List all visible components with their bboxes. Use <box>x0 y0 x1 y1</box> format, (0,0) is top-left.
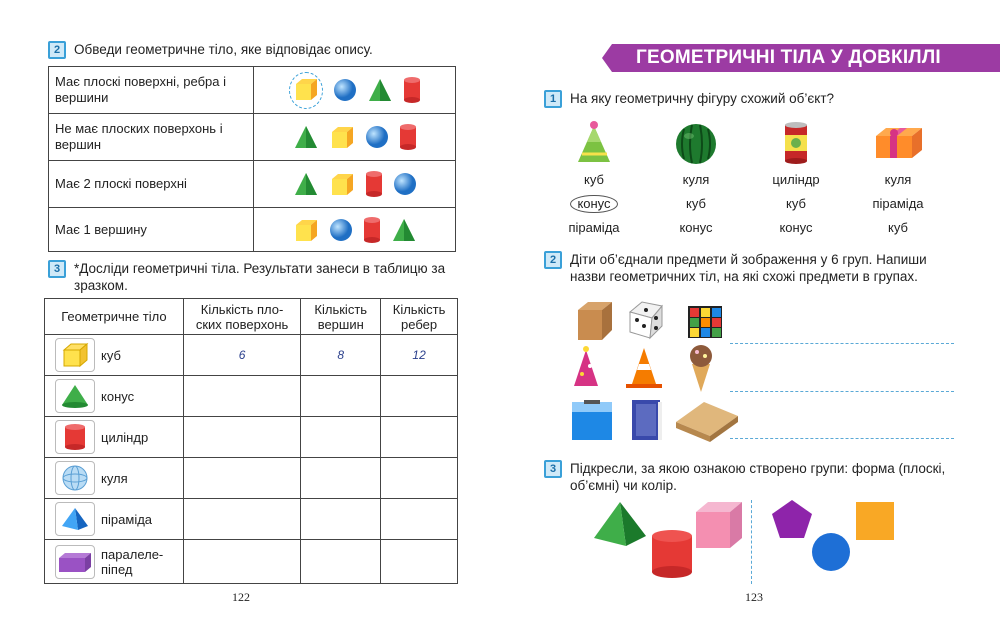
vertices-cell[interactable] <box>301 417 381 458</box>
shapes-description-table <box>48 66 456 252</box>
shape-name: куля <box>101 470 128 486</box>
cylinder-icon[interactable] <box>403 76 421 104</box>
faces-cell[interactable] <box>183 417 301 458</box>
task-text: На яку геометричну фігуру схожий об’єкт? <box>570 91 835 106</box>
vertices-cell[interactable] <box>301 376 381 417</box>
red-cylinder-icon <box>652 530 692 578</box>
edges-cell[interactable] <box>381 376 458 417</box>
task-text: Підкресли, за якою ознакою створено групи: форма (плоскі, об’ємні) чи колір. <box>570 461 946 493</box>
traffic-cone-icon <box>626 348 662 388</box>
table-row <box>45 335 458 376</box>
object-column-party-hat <box>544 118 644 240</box>
sphere-icon[interactable] <box>333 78 357 102</box>
table-row <box>49 114 456 161</box>
edges-cell[interactable] <box>381 417 458 458</box>
board-icon <box>676 402 738 442</box>
cube-icon <box>55 338 95 372</box>
header-edges: Кількість ребер <box>381 299 458 335</box>
blue-circle-icon <box>812 533 850 571</box>
cube-icon[interactable] <box>329 124 355 150</box>
page-number: 123 <box>745 590 763 604</box>
party-cone-icon <box>574 346 598 386</box>
shape-name: піраміда <box>101 511 153 527</box>
dice-icon <box>630 302 662 338</box>
row-description: Не має плоских поверхонь і вершин <box>49 114 254 161</box>
word-option[interactable]: куб <box>888 220 908 235</box>
vertices-cell[interactable]: 8 <box>301 335 381 376</box>
table-row <box>45 499 458 540</box>
cardboard-box-icon <box>578 302 612 340</box>
table-row <box>49 208 456 252</box>
can-icon <box>782 121 810 165</box>
word-option[interactable]: куб <box>686 196 706 211</box>
table-row <box>45 458 458 499</box>
shapes-groups-image <box>590 496 930 586</box>
task-number: 2 <box>48 41 66 59</box>
task-text: Діти об’єднали предмети й зображення у 6 груп. Напиши назви геометричних тіл, на які схожі предмети в групах. <box>570 252 927 284</box>
sphere-icon[interactable] <box>365 125 389 149</box>
page-title: ГЕОМЕТРИЧНІ ТІЛА У ДОВКІЛЛІ <box>612 44 1000 72</box>
task-2-right <box>544 251 956 285</box>
row-description: Має плоскі поверхні, ребра і вершини <box>49 67 254 114</box>
vertices-cell[interactable] <box>301 540 381 584</box>
header-vertices: Кількість вершин <box>301 299 381 335</box>
table-row <box>45 540 458 584</box>
ice-cream-icon <box>690 345 712 392</box>
table-row <box>49 67 456 114</box>
task-number: 3 <box>48 260 66 278</box>
shapes-research-table <box>44 298 458 584</box>
vertices-cell[interactable] <box>301 499 381 540</box>
word-option[interactable]: куля <box>884 172 912 187</box>
word-option-circled[interactable]: конус <box>570 195 617 213</box>
cylinder-icon <box>55 420 95 454</box>
pink-cube-icon <box>696 502 742 548</box>
answer-line[interactable] <box>730 343 954 344</box>
cube-icon[interactable] <box>289 72 323 109</box>
cone-icon[interactable] <box>293 171 319 197</box>
faces-cell[interactable] <box>183 499 301 540</box>
task-number: 1 <box>544 90 562 108</box>
cube-icon[interactable] <box>293 217 319 243</box>
object-column-watermelon <box>646 118 746 240</box>
task-number: 2 <box>544 251 562 269</box>
cylinder-icon[interactable] <box>399 123 417 151</box>
header-faces: Кількість пло- ских поверхонь <box>183 299 301 335</box>
right-page <box>500 0 1000 634</box>
word-option[interactable]: куб <box>786 196 806 211</box>
faces-cell[interactable]: 6 <box>183 335 301 376</box>
answer-line[interactable] <box>730 438 954 439</box>
table-header-row <box>45 299 458 335</box>
word-option[interactable]: піраміда <box>872 196 924 211</box>
sphere-icon[interactable] <box>393 172 417 196</box>
row-description: Має 1 вершину <box>49 208 254 252</box>
task-text: Обведи геометричне тіло, яке відповідає опису. <box>74 42 373 57</box>
rubiks-cube-icon <box>688 306 722 338</box>
word-option[interactable]: конус <box>779 220 813 235</box>
table-row <box>45 417 458 458</box>
cone-icon[interactable] <box>391 217 417 243</box>
header-shape: Геометричне тіло <box>45 299 184 335</box>
edges-cell[interactable] <box>381 540 458 584</box>
book-icon <box>632 400 662 440</box>
edges-cell[interactable] <box>381 458 458 499</box>
sphere-icon[interactable] <box>329 218 353 242</box>
watermelon-icon <box>674 121 718 165</box>
answer-line[interactable] <box>730 391 954 392</box>
shape-name: паралеле- піпед <box>101 546 164 577</box>
gift-box-icon <box>872 124 924 162</box>
cone-icon <box>55 379 95 413</box>
objects-groups-image <box>570 298 740 444</box>
cone-icon[interactable] <box>367 77 393 103</box>
green-pyramid-icon <box>594 502 646 546</box>
parallelepiped-icon <box>55 545 95 579</box>
edges-cell[interactable]: 12 <box>381 335 458 376</box>
faces-cell[interactable] <box>183 540 301 584</box>
faces-cell[interactable] <box>183 376 301 417</box>
cube-icon[interactable] <box>329 171 355 197</box>
task-2-left <box>48 41 468 58</box>
task-1-right <box>544 90 974 107</box>
shape-name: циліндр <box>101 429 149 445</box>
cylinder-icon[interactable] <box>363 216 381 244</box>
shape-name: конус <box>101 388 135 404</box>
word-option[interactable]: циліндр <box>772 172 820 187</box>
pyramid-icon <box>55 502 95 536</box>
groups-divider <box>751 500 752 584</box>
party-hat-icon <box>574 120 614 166</box>
page-number: 122 <box>232 590 250 604</box>
task-text: *Досліди геометричні тіла. Результати занеси в таблицю за зразком. <box>74 261 446 293</box>
table-row <box>45 376 458 417</box>
row-description: Має 2 плоскі поверхні <box>49 161 254 208</box>
sphere-icon <box>55 461 95 495</box>
task-3-right <box>544 460 956 494</box>
word-option[interactable]: куб <box>584 172 604 187</box>
purple-pentagon-icon <box>772 500 812 538</box>
vertices-cell[interactable] <box>301 458 381 499</box>
word-option[interactable]: піраміда <box>568 220 620 235</box>
task-number: 3 <box>544 460 562 478</box>
cone-icon[interactable] <box>293 124 319 150</box>
word-option[interactable]: куля <box>682 172 710 187</box>
word-option[interactable]: конус <box>679 220 713 235</box>
faces-cell[interactable] <box>183 458 301 499</box>
object-column-can <box>746 118 846 240</box>
orange-square-icon <box>856 502 894 540</box>
shape-name: куб <box>101 347 121 363</box>
edges-cell[interactable] <box>381 499 458 540</box>
task-3-left <box>48 260 460 294</box>
object-column-gift <box>848 118 948 240</box>
cylinder-icon[interactable] <box>365 170 383 198</box>
cooler-box-icon <box>572 400 612 440</box>
table-row <box>49 161 456 208</box>
